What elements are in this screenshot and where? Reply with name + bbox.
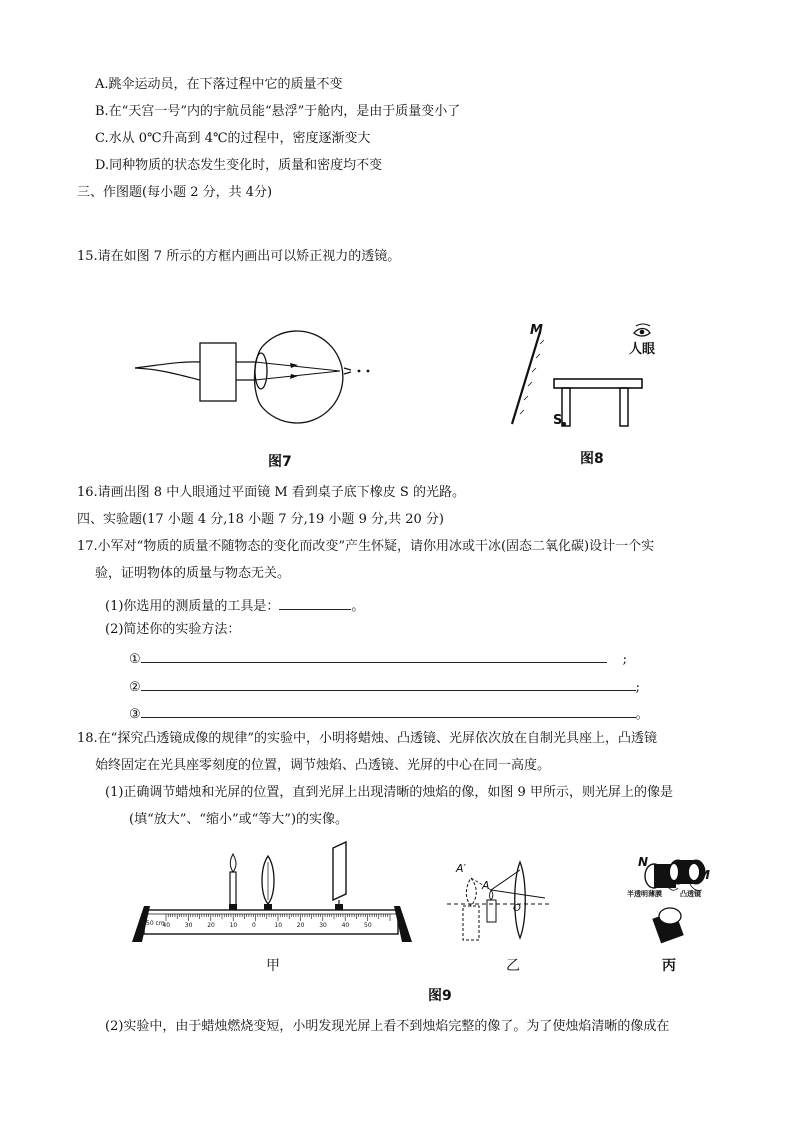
- ruler-tick-label: 50: [364, 922, 372, 929]
- step-1-marker: ①: [129, 652, 141, 667]
- question-18-line-1: 18.在“探究凸透镜成像的规律”的实验中，小明将蜡烛、凸透镜、光屏依次放在自制光具座上，凸透镜: [77, 731, 657, 746]
- question-18-sub-2-line-1: (2)实验中，由于蜡烛燃烧变短，小明发现光屏上看不到烛焰完整的像了。为了使烛焰清晰的像成在: [105, 1019, 670, 1034]
- table-top: [554, 379, 642, 388]
- step-3-blank[interactable]: [141, 703, 636, 718]
- figure-9-part-c: 丙: [662, 958, 676, 974]
- figure-9-caption: 图9: [428, 988, 452, 1004]
- tool-answer-blank[interactable]: [279, 595, 351, 610]
- step-1-blank[interactable]: [141, 648, 607, 663]
- ruler-tick-label: 40: [162, 922, 171, 929]
- table-leg-right: [620, 388, 628, 426]
- label-m: M: [698, 868, 710, 882]
- step-2-end: ;: [635, 680, 641, 695]
- label-n: N: [638, 855, 649, 869]
- ruler-tick-label: 10: [229, 922, 238, 929]
- ruler-tick-label: 0: [252, 922, 256, 929]
- question-18-line-2: 始终固定在光具座零刻度的位置，调节烛焰、凸透镜、光屏的中心在同一高度。: [95, 758, 551, 773]
- step-2-blank[interactable]: [141, 676, 636, 691]
- question-15: 15.请在如图 7 所示的方框内画出可以矫正视力的透镜。: [77, 249, 401, 264]
- ruler-tick-label: 10: [274, 922, 283, 929]
- section-4-heading: 四、实验题(17 小题 4 分,18 小题 7 分,19 小题 9 分,共 20 分): [77, 512, 444, 527]
- step-3-end: 。: [635, 707, 649, 722]
- figure-8-mirror-diagram: [500, 320, 660, 435]
- option-c: C.水从 0℃升高到 4℃的过程中，密度逐渐变大: [95, 131, 371, 146]
- option-a: A.跳伞运动员，在下落过程中它的质量不变: [95, 77, 343, 92]
- label-o: O: [513, 903, 521, 914]
- step-3-marker: ③: [129, 707, 141, 722]
- eraser-point: [562, 422, 566, 426]
- label-a: A: [482, 879, 490, 892]
- candle[interactable]: [230, 872, 236, 908]
- figure-7-caption: 图7: [268, 454, 292, 470]
- ruler-tick-label: 40: [341, 922, 350, 929]
- method-step-1: [129, 648, 627, 669]
- question-16: 16.请画出图 8 中人眼通过平面镜 M 看到桌子底下橡皮 S 的光路。: [77, 485, 465, 500]
- figure-8-caption: 图8: [580, 451, 604, 467]
- question-18-sub-1-line-1: (1)正确调节蜡烛和光屏的位置，直到光屏上出现清晰的烛焰的像，如图 9 甲所示，则光屏上的像是: [105, 785, 673, 800]
- eraser-label: S: [553, 413, 563, 428]
- sub-1-prefix: (1)你选用的测质量的工具是：: [105, 599, 280, 614]
- step-2-marker: ②: [129, 680, 141, 695]
- ruler-tick-label: 30: [319, 922, 327, 929]
- figure-9-part-a: 甲: [266, 958, 280, 974]
- method-step-2: [129, 676, 640, 697]
- option-b: B.在“天宫一号”内的宇航员能“悬浮”于舱内，是由于质量变小了: [95, 104, 461, 119]
- option-d: D.同种物质的状态发生变化时，质量和密度均不变: [95, 158, 383, 173]
- figure-9-optical-bench: [128, 842, 416, 946]
- method-step-3: [129, 703, 649, 724]
- light-screen[interactable]: [333, 842, 346, 900]
- label-a-prime: A′: [456, 862, 467, 875]
- question-17-line-2: 验，证明物体的质量与物态无关。: [95, 566, 291, 581]
- question-18-sub-1-line-2: (填“放大”、“缩小”或“等大”)的实像。: [129, 812, 349, 827]
- sub-1-suffix: 。: [351, 599, 365, 614]
- question-17-sub-1: [105, 595, 364, 616]
- section-3-heading: 三、作图题(每小题 2 分，共 4分): [77, 185, 273, 200]
- ruler-tick-label: 20: [296, 922, 305, 929]
- label-film: 半透明薄膜: [627, 890, 662, 898]
- eye-label: 人眼: [629, 342, 656, 357]
- table-leg-left: [562, 388, 570, 426]
- label-convex-lens: 凸透镜: [680, 890, 701, 898]
- question-17-sub-2: (2)简述你的实验方法：: [105, 622, 241, 637]
- figure-9-part-b: 乙: [506, 958, 520, 974]
- lens-box[interactable]: [200, 343, 236, 401]
- ruler-tick-label: 30: [184, 922, 193, 929]
- question-17-line-1: 17.小军对“物质的质量不随物态的变化而改变”产生怀疑，请你用冰或干冰(固态二氧化碳)设计一个实: [77, 539, 655, 554]
- step-1-end: ;: [622, 652, 628, 667]
- ruler-unit: 50 cm: [146, 920, 165, 927]
- ruler-tick-label: 20: [207, 922, 215, 929]
- figure-7-eye-diagram: [130, 325, 390, 435]
- mirror-label: M: [530, 323, 543, 338]
